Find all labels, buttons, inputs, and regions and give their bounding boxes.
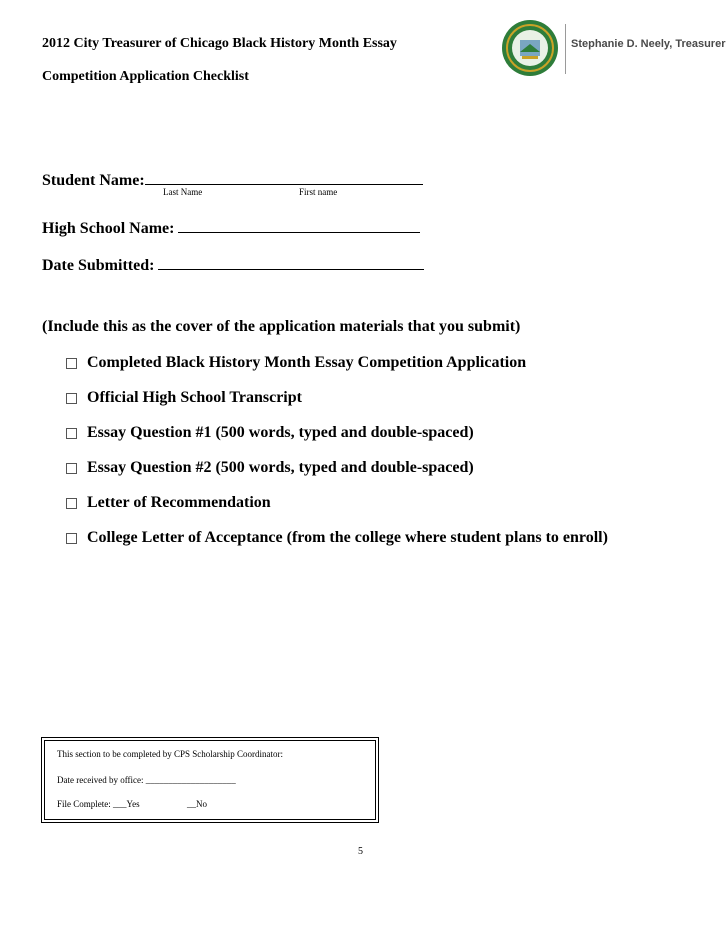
checkbox-icon[interactable] xyxy=(66,428,77,439)
student-name-line[interactable] xyxy=(145,170,423,185)
student-name-label: Student Name: xyxy=(42,172,145,189)
checklist-item[interactable] xyxy=(66,459,474,477)
date-received-field[interactable]: Date received by office: ____________________ xyxy=(57,775,236,785)
date-submitted-label: Date Submitted: xyxy=(42,257,155,274)
office-use-box xyxy=(44,740,376,820)
checklist-item[interactable] xyxy=(66,354,526,372)
checklist-item-label: Essay Question #1 (500 words, typed and double-spaced) xyxy=(87,424,474,441)
high-school-line[interactable] xyxy=(178,218,420,233)
checkbox-icon[interactable] xyxy=(66,498,77,509)
office-use-heading: This section to be completed by CPS Scholarship Coordinator: xyxy=(57,749,283,759)
checkbox-icon[interactable] xyxy=(66,393,77,404)
checklist-item-label: Official High School Transcript xyxy=(87,389,302,406)
checklist-item-label: Essay Question #2 (500 words, typed and double-spaced) xyxy=(87,459,474,476)
logo-divider xyxy=(565,24,566,74)
checklist-item[interactable] xyxy=(66,494,271,512)
page-title-line-2: Competition Application Checklist xyxy=(42,69,249,84)
date-submitted-line[interactable] xyxy=(158,255,424,270)
high-school-field[interactable] xyxy=(42,218,420,238)
student-name-field[interactable] xyxy=(42,170,423,190)
checklist-item-label: Completed Black History Month Essay Competition Application xyxy=(87,354,527,371)
checklist-item[interactable] xyxy=(66,529,608,547)
page-title-line-1: 2012 City Treasurer of Chicago Black History Month Essay xyxy=(42,36,397,51)
chicago-city-seal-icon xyxy=(500,18,560,78)
checklist-item-label: College Letter of Acceptance (from the college where student plans to enroll) xyxy=(87,529,608,546)
file-complete-no[interactable]: __No xyxy=(187,799,207,809)
last-name-label: Last Name xyxy=(163,187,203,197)
treasurer-logo-text: Stephanie D. Neely, Treasurer xyxy=(571,38,726,50)
checklist-intro: (Include this as the cover of the application materials that you submit) xyxy=(42,318,521,335)
checklist-item-label: Letter of Recommendation xyxy=(87,494,271,511)
page-number: 5 xyxy=(358,846,363,857)
checklist-item[interactable] xyxy=(66,424,474,442)
first-name-label: First name xyxy=(299,187,338,197)
checklist-item[interactable] xyxy=(66,389,302,407)
high-school-label: High School Name: xyxy=(42,220,175,237)
checkbox-icon[interactable] xyxy=(66,463,77,474)
date-submitted-field[interactable] xyxy=(42,255,424,275)
file-complete-yes[interactable]: File Complete: ___Yes xyxy=(57,799,140,809)
checkbox-icon[interactable] xyxy=(66,358,77,369)
checkbox-icon[interactable] xyxy=(66,533,77,544)
